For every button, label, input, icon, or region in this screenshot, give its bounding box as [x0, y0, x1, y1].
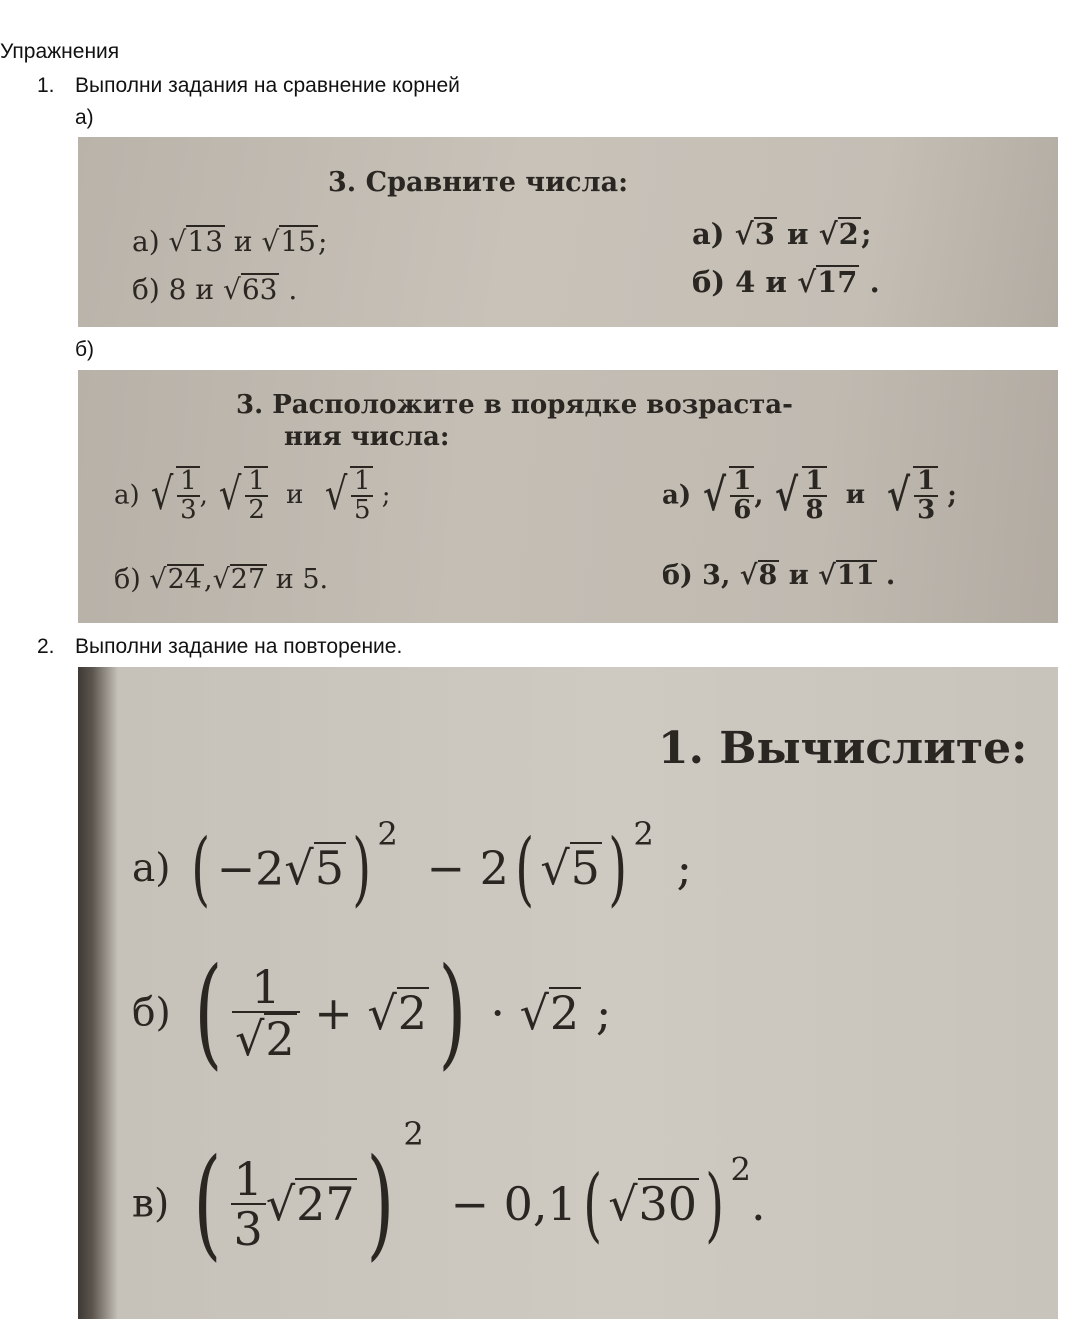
open-paren: ( — [191, 821, 211, 916]
close-paren: ) — [352, 821, 372, 916]
plus-sign: + — [314, 985, 353, 1040]
photo2-left-row-a: а) √ $\frac{1}{3}$ , √ $\frac{1}{2}$ и √ $\frac{1}{5}$ ; — [114, 466, 391, 526]
semicolon: ; — [676, 841, 692, 896]
item-2-number: 2. — [37, 635, 55, 658]
photo2-right-b-label: б) 3, — [662, 560, 731, 591]
and-word: и — [845, 480, 865, 511]
exponent: 2 — [403, 1115, 424, 1153]
sqrt-63: √63 — [222, 273, 278, 306]
photo1-left-a-label: а) — [132, 225, 160, 258]
photo1-right-a-label: а) — [692, 217, 725, 251]
coef-minus-2: −2 — [216, 841, 285, 896]
photo3-title: 1. Вычислите: — [658, 723, 1028, 774]
sqrt-5: √5 — [540, 841, 600, 896]
photo1-left-row-a — [132, 225, 327, 258]
sqrt-one-third: √ $\frac{1}{3}$ — [148, 466, 200, 525]
open-paren: ( — [194, 943, 223, 1082]
photo3-row-b — [132, 943, 612, 1082]
photo2-right-a-label: а) — [662, 480, 692, 511]
sqrt-one-half: √ $\frac{1}{2}$ — [216, 466, 268, 525]
sqrt-2: √2 — [367, 985, 428, 1040]
open-paren: ( — [193, 1134, 222, 1274]
exercises-heading: Упражнения — [0, 40, 120, 63]
photo2-left-b-tail: и 5. — [275, 564, 329, 595]
photo1-right-b-label: б) 4 и — [692, 265, 787, 299]
open-paren: ( — [583, 1156, 602, 1251]
sqrt-15: √15 — [261, 225, 316, 258]
photo1-left-row-b — [132, 273, 297, 306]
photo3-row-a — [132, 815, 692, 916]
exponent: 2 — [633, 815, 654, 853]
photo1-left-b-label: б) 8 и — [132, 273, 215, 306]
item-2-text: Выполни задание на повторение. — [75, 635, 403, 658]
photo3-row-c — [132, 1115, 766, 1274]
period: . — [869, 265, 880, 299]
photo2-left-row-b: б) √24,√27 и 5. — [114, 564, 329, 595]
exponent: 2 — [377, 815, 398, 853]
sqrt-one-eighth: √ $\frac{1}{8}$ — [772, 466, 826, 525]
photo1-title: 3. Сравните числа: — [328, 167, 629, 198]
photo3-a-label: а) — [132, 845, 171, 891]
photo-calculate — [78, 667, 1058, 1319]
photo1-right-row-a — [692, 217, 872, 251]
and-word: и — [286, 480, 304, 511]
photo1-right-row-b — [692, 265, 880, 299]
exponent: 2 — [730, 1150, 751, 1189]
photo2-left-a-label: а) — [114, 480, 140, 511]
sqrt-2: √2 — [818, 217, 859, 251]
sqrt-2: √2 — [519, 985, 580, 1040]
sqrt-one-fifth: √ $\frac{1}{5}$ — [322, 466, 374, 525]
sqrt-27: √27 — [265, 1176, 355, 1231]
period: . — [288, 273, 298, 306]
minus-0-1: − 0,1 — [450, 1176, 577, 1231]
close-paren: ) — [366, 1134, 395, 1274]
sqrt-one-sixth: √ $\frac{1}{6}$ — [700, 466, 754, 525]
photo2-right-row-a: а) √ $\frac{1}{6}$ , √ $\frac{1}{8}$ и √ $\frac{1}{3}$ ; — [662, 466, 957, 526]
sqrt-17: √17 — [797, 265, 858, 299]
close-paren: ) — [705, 1156, 725, 1251]
sqrt-3: √3 — [734, 217, 775, 251]
sqrt-11: √11 — [818, 560, 875, 591]
multiply-dot: · — [490, 985, 505, 1040]
sqrt-5: √5 — [284, 841, 344, 896]
photo3-c-label: в) — [132, 1181, 170, 1227]
semicolon: ; — [947, 480, 957, 511]
sqrt-13: √13 — [168, 225, 224, 258]
sqrt-30: √30 — [608, 1176, 698, 1231]
photo2-left-b-label: б) — [114, 564, 141, 595]
photo-order-numbers — [78, 370, 1058, 623]
semicolon: ; — [595, 985, 612, 1040]
photo2-title-line2: ния числа: — [284, 422, 450, 452]
period: . — [885, 560, 896, 591]
semicolon: ; — [860, 217, 872, 251]
one-over-sqrt-2: $\frac{1}{√2}$ — [232, 963, 300, 1064]
period: . — [750, 1176, 766, 1231]
one-third: $\frac{1}{3}$ — [231, 1155, 266, 1254]
and-word: и — [233, 225, 253, 258]
semicolon: ; — [381, 480, 391, 511]
open-paren: ( — [515, 821, 535, 916]
photo2-right-row-b — [662, 560, 895, 591]
photo3-b-label: б) — [132, 990, 171, 1036]
subitem-a-label: а) — [75, 106, 94, 129]
semicolon: ; — [317, 225, 328, 258]
subitem-b-label: б) — [75, 338, 95, 361]
item-1-number: 1. — [37, 74, 55, 97]
photo2-title-line1: 3. Расположите в порядке возраста- — [236, 390, 793, 420]
sqrt-27: √27 — [212, 564, 266, 595]
close-paren: ) — [608, 821, 628, 916]
sqrt-24: √24 — [149, 564, 202, 595]
close-paren: ) — [438, 943, 467, 1082]
item-1-text: Выполни задания на сравнение корней — [75, 74, 460, 97]
sqrt-one-third-right: √ $\frac{1}{3}$ — [884, 466, 938, 525]
minus-2: − 2 — [426, 841, 509, 896]
sqrt-8: √8 — [739, 560, 778, 591]
and-word: и — [788, 560, 809, 591]
photo-compare-numbers — [78, 137, 1058, 327]
and-word: и — [786, 217, 809, 251]
